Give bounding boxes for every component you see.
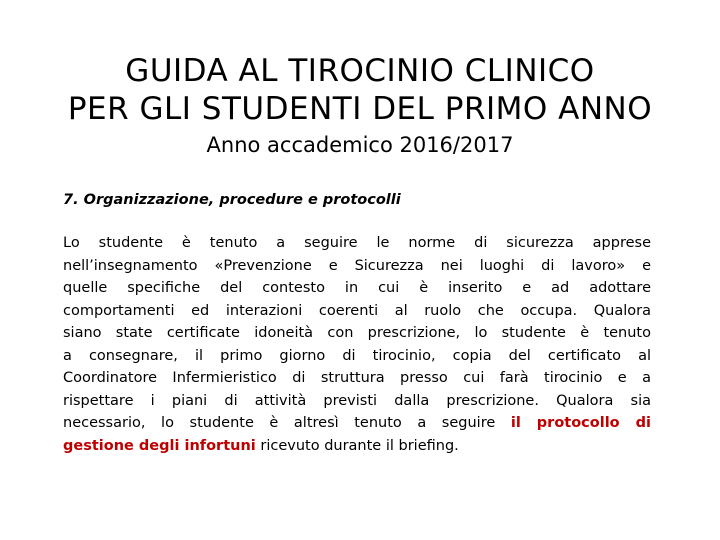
body-line-9: [63, 412, 651, 435]
slide-title-line-1: GUIDA AL TIROCINIO CLINICO: [125, 53, 595, 89]
body-line: quelle specifiche del contesto in cui è inserito e ad adottare: [63, 280, 651, 296]
slide-title-line-2: PER GLI STUDENTI DEL PRIMO ANNO: [67, 91, 653, 127]
body-line-10: [63, 435, 651, 458]
academic-year-subtitle: Anno accademico 2016/2017: [206, 133, 514, 157]
slide-title: [0, 52, 720, 128]
section-heading: 7. Organizzazione, procedure e protocolli: [63, 192, 401, 208]
body-line: a consegnare, il primo giorno di tirocinio, copia del certificato al: [63, 347, 651, 364]
body-line-9-text: necessario, lo studente è altresì tenuto a seguire: [63, 415, 511, 431]
body-line: nell’insegnamento «Prevenzione e Sicurezza nei luoghi di lavoro» e: [63, 257, 651, 274]
protocol-highlight-part-2: gestione degli infortuni: [63, 437, 256, 454]
body-line: rispettare i piani di attività previsti dalla prescrizione. Qualora sia: [63, 392, 651, 409]
body-line: siano state certificate idoneità con prescrizione, lo studente è tenuto: [63, 325, 651, 341]
body-line: Lo studente è tenuto a seguire le norme di sicurezza apprese: [63, 235, 651, 251]
body-line-10-text: ricevuto durante il briefing.: [255, 437, 459, 454]
body-line: Coordinatore Infermieristico di struttura presso cui farà tirocinio e a: [63, 370, 651, 386]
body-line: comportamenti ed interazioni coerenti al ruolo che occupa. Qualora: [63, 302, 651, 319]
protocol-highlight-part-1: il protocollo di: [510, 415, 651, 431]
body-paragraph: [63, 232, 651, 457]
